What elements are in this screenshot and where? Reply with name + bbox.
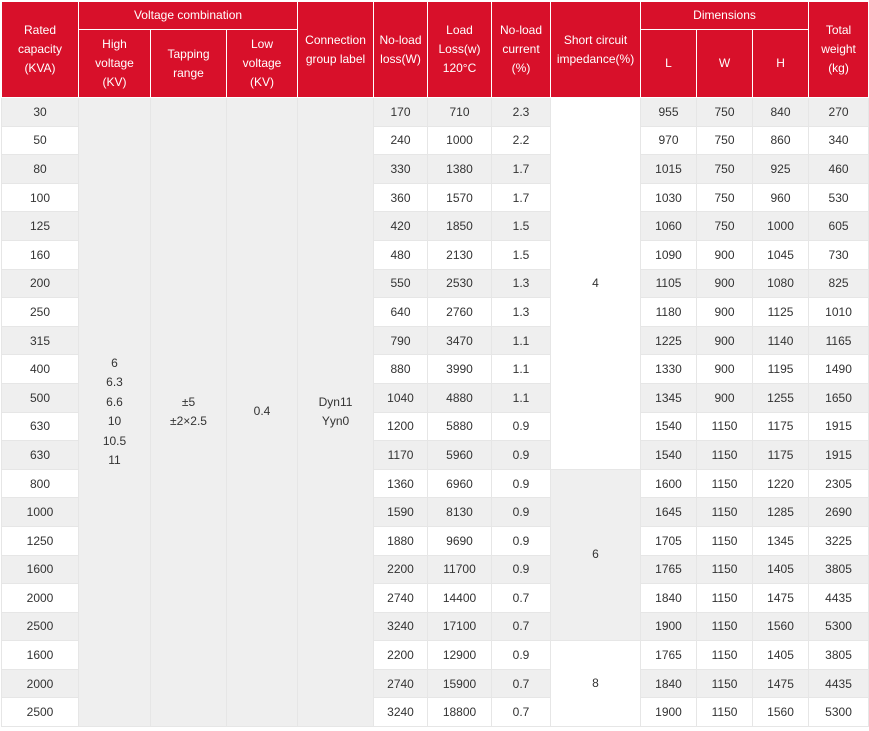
- load-loss-cell: 9690: [428, 526, 492, 555]
- total-weight-cell: 825: [809, 269, 869, 298]
- total-weight-cell: 3805: [809, 555, 869, 584]
- dimension-h-cell: 1045: [753, 240, 809, 269]
- dimension-l-cell: 1090: [641, 240, 697, 269]
- no-load-current-cell: 0.9: [492, 469, 551, 498]
- rated-capacity-cell: 30: [2, 98, 79, 127]
- header-dimension-w: W: [697, 30, 753, 98]
- dimension-h-cell: 1475: [753, 669, 809, 698]
- dimension-w-cell: 1150: [697, 412, 753, 441]
- load-loss-cell: 3470: [428, 326, 492, 355]
- no-load-loss-cell: 1200: [374, 412, 428, 441]
- load-loss-cell: 14400: [428, 584, 492, 613]
- rated-capacity-cell: 630: [2, 412, 79, 441]
- high-voltage-cell: 6 6.3 6.6 10 10.5 11: [79, 98, 151, 727]
- dimension-h-cell: 1475: [753, 584, 809, 613]
- no-load-current-cell: 1.3: [492, 298, 551, 327]
- no-load-current-cell: 0.7: [492, 612, 551, 641]
- dimension-h-cell: 1000: [753, 212, 809, 241]
- no-load-current-cell: 1.3: [492, 269, 551, 298]
- no-load-current-cell: 1.5: [492, 240, 551, 269]
- rated-capacity-cell: 315: [2, 326, 79, 355]
- load-loss-cell: 6960: [428, 469, 492, 498]
- header-load-loss: Load Loss(w) 120°C: [428, 2, 492, 98]
- rated-capacity-cell: 630: [2, 441, 79, 470]
- total-weight-cell: 5300: [809, 698, 869, 727]
- dimension-h-cell: 1175: [753, 441, 809, 470]
- header-no-load-loss: No-load loss(W): [374, 2, 428, 98]
- load-loss-cell: 11700: [428, 555, 492, 584]
- no-load-loss-cell: 790: [374, 326, 428, 355]
- dimension-w-cell: 1150: [697, 641, 753, 670]
- no-load-loss-cell: 640: [374, 298, 428, 327]
- no-load-current-cell: 0.7: [492, 584, 551, 613]
- dimension-l-cell: 1540: [641, 412, 697, 441]
- impedance-cell: 6: [551, 469, 641, 641]
- dimension-w-cell: 900: [697, 240, 753, 269]
- header-dimension-l: L: [641, 30, 697, 98]
- no-load-current-cell: 2.3: [492, 98, 551, 127]
- load-loss-cell: 5880: [428, 412, 492, 441]
- header-short-circuit-impedance: Short circuit impedance(%): [551, 2, 641, 98]
- total-weight-cell: 1915: [809, 441, 869, 470]
- dimension-l-cell: 1180: [641, 298, 697, 327]
- rated-capacity-cell: 250: [2, 298, 79, 327]
- no-load-loss-cell: 3240: [374, 612, 428, 641]
- dimension-h-cell: 1560: [753, 698, 809, 727]
- tapping-range-cell: ±5 ±2×2.5: [151, 98, 227, 727]
- no-load-loss-cell: 360: [374, 183, 428, 212]
- rated-capacity-cell: 50: [2, 126, 79, 155]
- dimension-w-cell: 900: [697, 326, 753, 355]
- dimension-w-cell: 1150: [697, 612, 753, 641]
- dimension-w-cell: 900: [697, 355, 753, 384]
- dimension-w-cell: 750: [697, 155, 753, 184]
- header-dimensions: Dimensions: [641, 2, 809, 30]
- rated-capacity-cell: 1250: [2, 526, 79, 555]
- dimension-w-cell: 1150: [697, 669, 753, 698]
- dimension-h-cell: 960: [753, 183, 809, 212]
- total-weight-cell: 2305: [809, 469, 869, 498]
- no-load-loss-cell: 2740: [374, 584, 428, 613]
- load-loss-cell: 1570: [428, 183, 492, 212]
- dimension-h-cell: 1140: [753, 326, 809, 355]
- no-load-current-cell: 0.7: [492, 698, 551, 727]
- header-no-load-current: No-load current (%): [492, 2, 551, 98]
- header-connection-group: Connection group label: [298, 2, 374, 98]
- load-loss-cell: 17100: [428, 612, 492, 641]
- rated-capacity-cell: 2000: [2, 669, 79, 698]
- load-loss-cell: 710: [428, 98, 492, 127]
- dimension-w-cell: 750: [697, 212, 753, 241]
- no-load-loss-cell: 420: [374, 212, 428, 241]
- dimension-h-cell: 1405: [753, 641, 809, 670]
- total-weight-cell: 4435: [809, 669, 869, 698]
- no-load-current-cell: 0.9: [492, 412, 551, 441]
- low-voltage-cell: 0.4: [227, 98, 298, 727]
- load-loss-cell: 5960: [428, 441, 492, 470]
- header-total-weight: Total weight (kg): [809, 2, 869, 98]
- rated-capacity-cell: 800: [2, 469, 79, 498]
- no-load-current-cell: 0.9: [492, 641, 551, 670]
- no-load-loss-cell: 880: [374, 355, 428, 384]
- no-load-loss-cell: 480: [374, 240, 428, 269]
- dimension-w-cell: 1150: [697, 498, 753, 527]
- total-weight-cell: 5300: [809, 612, 869, 641]
- no-load-loss-cell: 550: [374, 269, 428, 298]
- no-load-current-cell: 0.9: [492, 526, 551, 555]
- dimension-w-cell: 900: [697, 298, 753, 327]
- dimension-l-cell: 1840: [641, 584, 697, 613]
- dimension-w-cell: 1150: [697, 584, 753, 613]
- dimension-h-cell: 840: [753, 98, 809, 127]
- total-weight-cell: 4435: [809, 584, 869, 613]
- dimension-l-cell: 1765: [641, 555, 697, 584]
- rated-capacity-cell: 2500: [2, 698, 79, 727]
- dimension-w-cell: 1150: [697, 469, 753, 498]
- dimension-w-cell: 900: [697, 269, 753, 298]
- no-load-loss-cell: 1360: [374, 469, 428, 498]
- no-load-loss-cell: 1170: [374, 441, 428, 470]
- transformer-spec-table: [1, 1, 869, 727]
- no-load-current-cell: 1.1: [492, 326, 551, 355]
- dimension-w-cell: 750: [697, 183, 753, 212]
- total-weight-cell: 1915: [809, 412, 869, 441]
- dimension-l-cell: 1540: [641, 441, 697, 470]
- dimension-l-cell: 1765: [641, 641, 697, 670]
- dimension-w-cell: 900: [697, 383, 753, 412]
- dimension-h-cell: 1560: [753, 612, 809, 641]
- rated-capacity-cell: 1600: [2, 555, 79, 584]
- rated-capacity-cell: 500: [2, 383, 79, 412]
- dimension-h-cell: 1255: [753, 383, 809, 412]
- no-load-current-cell: 1.5: [492, 212, 551, 241]
- total-weight-cell: 3805: [809, 641, 869, 670]
- impedance-cell: 4: [551, 98, 641, 470]
- header-voltage-combination: Voltage combination: [79, 2, 298, 30]
- total-weight-cell: 1650: [809, 383, 869, 412]
- no-load-loss-cell: 330: [374, 155, 428, 184]
- dimension-h-cell: 1195: [753, 355, 809, 384]
- no-load-current-cell: 1.1: [492, 355, 551, 384]
- total-weight-cell: 1165: [809, 326, 869, 355]
- dimension-w-cell: 1150: [697, 441, 753, 470]
- total-weight-cell: 2690: [809, 498, 869, 527]
- total-weight-cell: 3225: [809, 526, 869, 555]
- rated-capacity-cell: 80: [2, 155, 79, 184]
- header-dimension-h: H: [753, 30, 809, 98]
- load-loss-cell: 2760: [428, 298, 492, 327]
- dimension-l-cell: 955: [641, 98, 697, 127]
- header-low-voltage: Low voltage (KV): [227, 30, 298, 98]
- load-loss-cell: 1000: [428, 126, 492, 155]
- total-weight-cell: 340: [809, 126, 869, 155]
- load-loss-cell: 4880: [428, 383, 492, 412]
- no-load-current-cell: 0.9: [492, 441, 551, 470]
- no-load-loss-cell: 2740: [374, 669, 428, 698]
- rated-capacity-cell: 400: [2, 355, 79, 384]
- dimension-w-cell: 750: [697, 126, 753, 155]
- dimension-w-cell: 750: [697, 98, 753, 127]
- rated-capacity-cell: 1600: [2, 641, 79, 670]
- header-high-voltage: High voltage (KV): [79, 30, 151, 98]
- no-load-loss-cell: 1880: [374, 526, 428, 555]
- dimension-l-cell: 1015: [641, 155, 697, 184]
- dimension-l-cell: 1225: [641, 326, 697, 355]
- no-load-loss-cell: 2200: [374, 555, 428, 584]
- no-load-current-cell: 0.9: [492, 555, 551, 584]
- total-weight-cell: 270: [809, 98, 869, 127]
- dimension-w-cell: 1150: [697, 698, 753, 727]
- no-load-current-cell: 2.2: [492, 126, 551, 155]
- dimension-l-cell: 1645: [641, 498, 697, 527]
- dimension-h-cell: 1125: [753, 298, 809, 327]
- dimension-w-cell: 1150: [697, 526, 753, 555]
- load-loss-cell: 1380: [428, 155, 492, 184]
- table-body: [2, 98, 869, 727]
- no-load-loss-cell: 1590: [374, 498, 428, 527]
- rated-capacity-cell: 125: [2, 212, 79, 241]
- no-load-current-cell: 1.7: [492, 155, 551, 184]
- header-tapping-range: Tapping range: [151, 30, 227, 98]
- total-weight-cell: 730: [809, 240, 869, 269]
- no-load-current-cell: 1.7: [492, 183, 551, 212]
- connection-group-cell: Dyn11 Yyn0: [298, 98, 374, 727]
- rated-capacity-cell: 2000: [2, 584, 79, 613]
- rated-capacity-cell: 100: [2, 183, 79, 212]
- header-rated-capacity: Rated capacity (KVA): [2, 2, 79, 98]
- dimension-h-cell: 925: [753, 155, 809, 184]
- total-weight-cell: 605: [809, 212, 869, 241]
- dimension-l-cell: 970: [641, 126, 697, 155]
- dimension-l-cell: 1840: [641, 669, 697, 698]
- load-loss-cell: 18800: [428, 698, 492, 727]
- load-loss-cell: 15900: [428, 669, 492, 698]
- dimension-l-cell: 1330: [641, 355, 697, 384]
- total-weight-cell: 1490: [809, 355, 869, 384]
- no-load-loss-cell: 2200: [374, 641, 428, 670]
- rated-capacity-cell: 2500: [2, 612, 79, 641]
- dimension-l-cell: 1105: [641, 269, 697, 298]
- load-loss-cell: 3990: [428, 355, 492, 384]
- no-load-loss-cell: 240: [374, 126, 428, 155]
- dimension-h-cell: 1080: [753, 269, 809, 298]
- no-load-loss-cell: 3240: [374, 698, 428, 727]
- dimension-l-cell: 1345: [641, 383, 697, 412]
- total-weight-cell: 1010: [809, 298, 869, 327]
- dimension-l-cell: 1030: [641, 183, 697, 212]
- no-load-loss-cell: 1040: [374, 383, 428, 412]
- table-row: [2, 98, 869, 127]
- load-loss-cell: 12900: [428, 641, 492, 670]
- dimension-h-cell: 1175: [753, 412, 809, 441]
- no-load-current-cell: 0.9: [492, 498, 551, 527]
- no-load-current-cell: 1.1: [492, 383, 551, 412]
- impedance-cell: 8: [551, 641, 641, 727]
- dimension-w-cell: 1150: [697, 555, 753, 584]
- dimension-h-cell: 1345: [753, 526, 809, 555]
- load-loss-cell: 2130: [428, 240, 492, 269]
- dimension-h-cell: 1285: [753, 498, 809, 527]
- load-loss-cell: 2530: [428, 269, 492, 298]
- dimension-l-cell: 1900: [641, 612, 697, 641]
- no-load-loss-cell: 170: [374, 98, 428, 127]
- dimension-l-cell: 1705: [641, 526, 697, 555]
- dimension-l-cell: 1600: [641, 469, 697, 498]
- rated-capacity-cell: 200: [2, 269, 79, 298]
- dimension-h-cell: 860: [753, 126, 809, 155]
- dimension-l-cell: 1900: [641, 698, 697, 727]
- dimension-l-cell: 1060: [641, 212, 697, 241]
- no-load-current-cell: 0.7: [492, 669, 551, 698]
- load-loss-cell: 8130: [428, 498, 492, 527]
- dimension-h-cell: 1405: [753, 555, 809, 584]
- rated-capacity-cell: 160: [2, 240, 79, 269]
- total-weight-cell: 530: [809, 183, 869, 212]
- total-weight-cell: 460: [809, 155, 869, 184]
- load-loss-cell: 1850: [428, 212, 492, 241]
- rated-capacity-cell: 1000: [2, 498, 79, 527]
- dimension-h-cell: 1220: [753, 469, 809, 498]
